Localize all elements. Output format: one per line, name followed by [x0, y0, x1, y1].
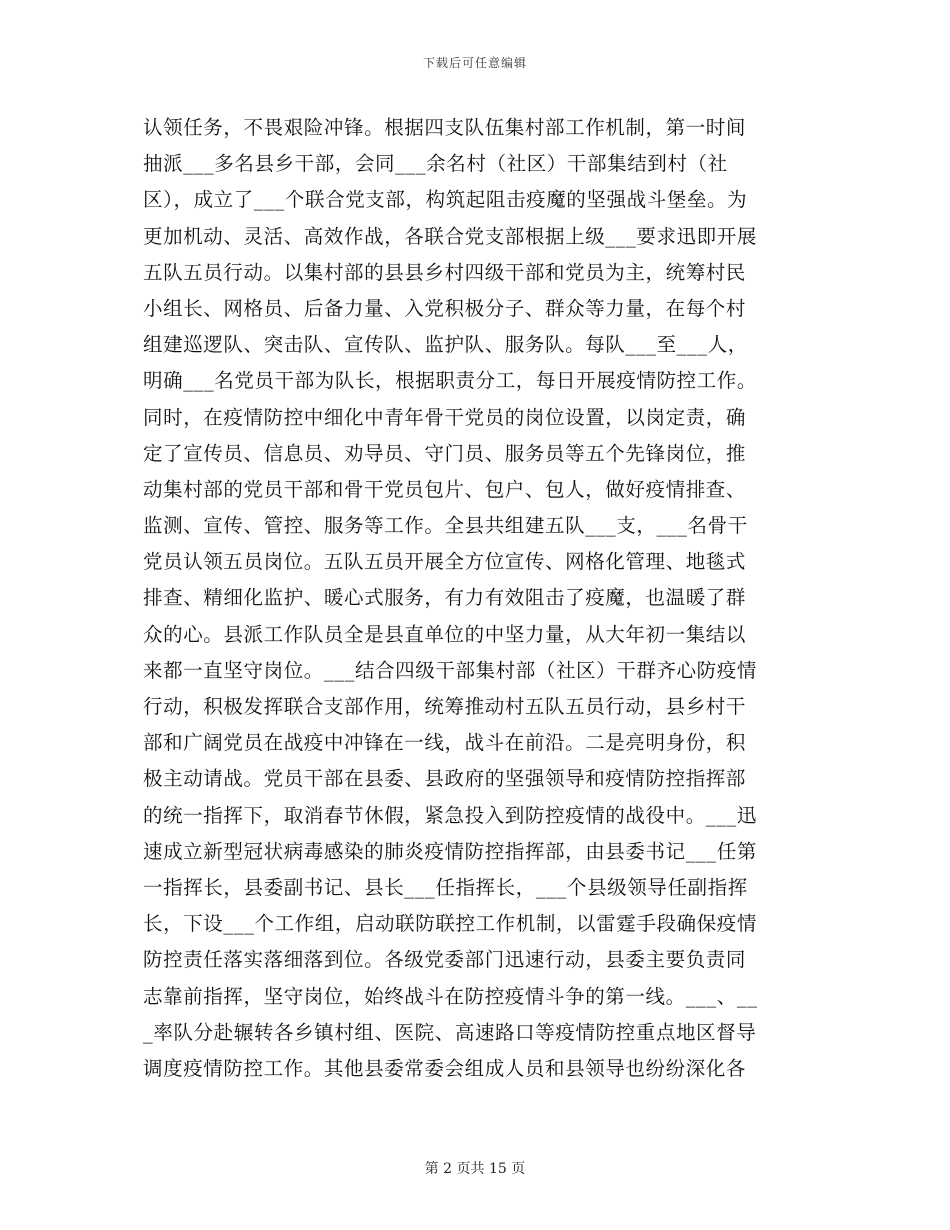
body-line: _率队分赴辗转各乡镇村组、医院、高速路口等疫情防控重点地区督导 [143, 1020, 757, 1044]
body-line: 来都一直坚守岗位。___结合四级干部集村部（社区）干群齐心防疫情 [143, 658, 757, 682]
body-line: 防控责任落实落细落到位。各级党委部门迅速行动，县委主要负责同 [143, 948, 747, 972]
body-line: 部和广阔党员在战疫中冲锋在一线，战斗在前沿。二是亮明身份，积 [143, 731, 747, 755]
body-line: 区），成立了___个联合党支部，构筑起阻击疫魔的坚强战斗堡垒。为 [143, 188, 748, 212]
body-line: 行动，积极发挥联合支部作用，统筹推动村五队五员行动，县乡村干 [143, 695, 747, 718]
body-line: 长，下设___个工作组，启动联防联控工作机制，以雷霆手段确保疫情 [143, 912, 757, 936]
body-line: 一指挥长，县委副书记、县长___任指挥长，___个县级领导任副指挥 [143, 875, 748, 899]
body-line: 动集村部的党员干部和骨干党员包片、包户、包人，做好疫情排查、 [143, 477, 747, 501]
body-line: 监测、宣传、管控、服务等工作。全县共组建五队___支，___名骨干 [143, 514, 748, 538]
body-line: 小组长、网格员、后备力量、入党积极分子、群众等力量，在每个村 [143, 296, 747, 320]
body-line: 调度疫情防控工作。其他县委常委会组成人员和县领导也纷纷深化各 [143, 1056, 747, 1080]
document-body [143, 110, 808, 1087]
body-line: 众的心。县派工作队员全是县直单位的中坚力量，从大年初一集结以 [143, 622, 747, 646]
body-line: 同时，在疫情防控中细化中青年骨干党员的岗位设置，以岗定责，确 [143, 405, 747, 429]
body-line: 五队五员行动。以集村部的县县乡村四级干部和党员为主，统筹村民 [143, 260, 747, 284]
body-line: 志靠前指挥，坚守岗位，始终战斗在防控疫情斗争的第一线。___、__ [143, 984, 758, 1008]
body-line: 认领任务，不畏艰险冲锋。根据四支队伍集村部工作机制，第一时间 [143, 116, 747, 139]
page-header: 下载后可任意编辑 [422, 56, 527, 70]
body-line: 组建巡逻队、突击队、宣传队、监护队、服务队。每队___至___人， [143, 333, 748, 357]
body-line: 抽派___多名县乡干部，会同___余名村（社区）干部集结到村（社 [143, 152, 728, 176]
body-line: 速成立新型冠状病毒感染的肺炎疫情防控指挥部，由县委书记___任第 [143, 839, 757, 863]
page-number: 第 2 页共 15 页 [424, 1161, 526, 1177]
body-line: 的统一指挥下，取消春节休假，紧急投入到防控疫情的战役中。___迅 [143, 803, 757, 827]
body-line: 极主动请战。党员干部在县委、县政府的坚强领导和疫情防控指挥部 [143, 767, 747, 791]
body-line: 定了宣传员、信息员、劝导员、守门员、服务员等五个先锋岗位，推 [143, 441, 747, 465]
body-line: 排查、精细化监护、暖心式服务，有力有效阻击了疫魔，也温暖了群 [143, 586, 747, 610]
body-line: 党员认领五员岗位。五队五员开展全方位宣传、网格化管理、地毯式 [143, 550, 747, 574]
body-line: 更加机动、灵活、高效作战，各联合党支部根据上级___要求迅即开展 [143, 224, 757, 248]
body-line: 明确___名党员干部为队长，根据职责分工，每日开展疫情防控工作。 [143, 369, 757, 393]
